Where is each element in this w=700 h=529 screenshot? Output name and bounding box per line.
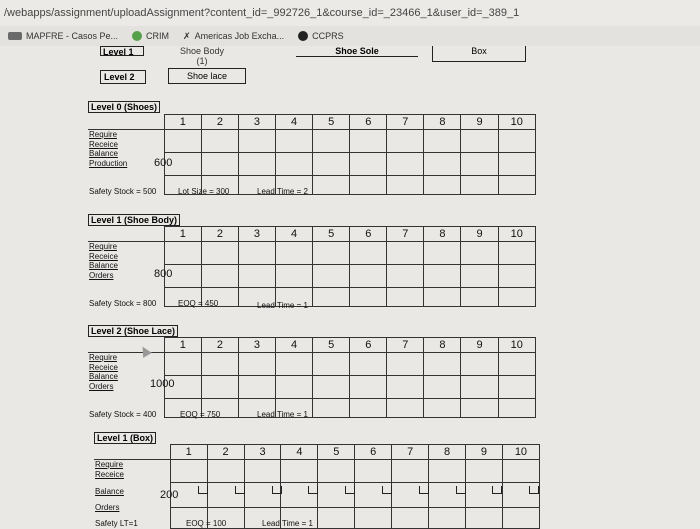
americas-job-icon: ✗	[183, 30, 191, 41]
period-header: 6	[350, 115, 387, 130]
lead-time-box: Lead Time = 1	[262, 519, 313, 528]
eoq-shoe-body: EOQ = 450	[178, 299, 219, 308]
grid-cell	[201, 241, 238, 264]
period-header: 10	[502, 445, 539, 460]
section-title-shoes: Level 0 (Shoes)	[88, 101, 160, 113]
safety-lt-box: Safety LT=1	[95, 519, 138, 528]
row-labels-box: Require Receice Balance Orders	[95, 460, 124, 512]
grid-cell	[387, 241, 424, 264]
period-header: 5	[313, 338, 350, 353]
grid-cell	[498, 398, 535, 417]
grid-cell	[313, 264, 350, 287]
grid-cell	[498, 375, 535, 398]
grid-cell	[350, 398, 387, 417]
lot-size-shoes: Lot Size = 300	[178, 187, 230, 196]
grid-cell	[313, 375, 350, 398]
grid-cell	[238, 264, 275, 287]
period-header: 10	[498, 227, 535, 242]
box-label: Box	[432, 46, 526, 62]
grid-cell	[498, 175, 535, 194]
grid-cell	[429, 459, 466, 482]
period-header: 4	[276, 227, 313, 242]
grid-cell	[350, 152, 387, 175]
balance-value-shoe-lace: 1000	[150, 378, 175, 390]
grid-cell	[350, 287, 387, 306]
period-header: 7	[387, 227, 424, 242]
shoe-sole-label: Shoe Sole	[296, 46, 418, 57]
url-text: /webapps/assignment/uploadAssignment?content_id=_992726_1&course_id=_23466_1&user_id=_389_1	[4, 7, 520, 19]
grid-cell	[424, 152, 461, 175]
order-mark	[198, 486, 208, 494]
grid-cell	[498, 287, 535, 306]
grid-cell	[424, 352, 461, 375]
eoq-box: EOQ = 100	[186, 519, 227, 528]
grid-cell	[387, 175, 424, 194]
grid-cell	[238, 129, 275, 152]
period-header: 3	[238, 115, 275, 130]
mrp-grid-shoes	[88, 114, 536, 195]
grid-cell	[281, 459, 318, 482]
period-header: 3	[238, 338, 275, 353]
grid-cell	[502, 459, 539, 482]
grid-cell	[461, 241, 498, 264]
grid-cell	[313, 129, 350, 152]
balance-value-shoe-body: 800	[154, 268, 173, 280]
period-header: 9	[461, 227, 498, 242]
grid-cell	[238, 375, 275, 398]
mrp-grid-shoe-body	[88, 226, 536, 307]
period-header: 5	[313, 227, 350, 242]
grid-cell	[498, 352, 535, 375]
grid-cell	[498, 264, 535, 287]
grid-cell	[461, 264, 498, 287]
grid-cell	[201, 152, 238, 175]
grid-cell	[424, 264, 461, 287]
period-header: 7	[387, 338, 424, 353]
mapfre-icon	[8, 32, 22, 40]
safety-stock-shoe-body: Safety Stock = 800	[89, 299, 157, 308]
period-header-spacer	[88, 115, 164, 130]
grid-cell	[387, 152, 424, 175]
eoq-shoe-lace: EOQ = 750	[180, 410, 221, 419]
order-mark	[529, 486, 539, 494]
row-labels-shoes: Require Receice Balance Production	[89, 130, 128, 168]
grid-cell	[164, 241, 201, 264]
bookmark-crim[interactable]: CRIM	[132, 31, 169, 41]
grid-cell	[313, 352, 350, 375]
balance-value-box: 200	[160, 489, 179, 501]
grid-cell	[502, 507, 539, 528]
period-header: 2	[201, 115, 238, 130]
lead-time-shoe-lace: Lead Time = 1	[257, 410, 308, 419]
level2-label: Level 2	[100, 70, 146, 84]
lead-time-shoe-body: Lead Time = 1	[257, 301, 308, 310]
bookmarks-bar	[0, 26, 700, 46]
period-header: 8	[424, 227, 461, 242]
period-header: 5	[313, 115, 350, 130]
period-header: 1	[164, 227, 201, 242]
grid-cell	[355, 459, 392, 482]
period-header: 2	[201, 227, 238, 242]
grid-cell	[424, 375, 461, 398]
grid-cell	[355, 507, 392, 528]
grid-cell	[424, 175, 461, 194]
order-mark	[419, 486, 429, 494]
grid-cell	[164, 129, 201, 152]
grid-cell	[238, 152, 275, 175]
period-header-spacer	[94, 445, 170, 460]
grid-cell	[387, 264, 424, 287]
grid-cell	[498, 241, 535, 264]
grid-cell	[313, 152, 350, 175]
grid-cell	[387, 129, 424, 152]
grid-cell	[387, 398, 424, 417]
grid-cell	[313, 241, 350, 264]
shoe-lace-label: Shoe lace	[168, 68, 246, 84]
grid-cell	[313, 287, 350, 306]
order-mark	[492, 486, 502, 494]
grid-cell	[318, 507, 355, 528]
order-mark	[272, 486, 282, 494]
order-mark	[382, 486, 392, 494]
grid-cell	[244, 459, 281, 482]
grid-cell	[461, 152, 498, 175]
address-bar[interactable]	[0, 0, 700, 26]
order-mark	[235, 486, 245, 494]
shoe-body-label: Shoe Body (1)	[180, 46, 225, 66]
grid-cell	[201, 129, 238, 152]
period-header: 2	[207, 445, 244, 460]
period-header: 9	[461, 338, 498, 353]
period-header: 4	[276, 115, 313, 130]
row-labels-shoe-body: Require Receice Balance Orders	[89, 242, 118, 280]
grid-cell	[350, 175, 387, 194]
grid-cell	[201, 352, 238, 375]
grid-cell	[465, 507, 502, 528]
order-mark	[456, 486, 466, 494]
period-header: 8	[424, 115, 461, 130]
period-header: 4	[281, 445, 318, 460]
period-header: 1	[164, 338, 201, 353]
level1-label: Level 1	[100, 46, 144, 56]
period-header: 9	[461, 115, 498, 130]
grid-cell	[424, 287, 461, 306]
grid-cell	[424, 241, 461, 264]
grid-cell	[201, 375, 238, 398]
grid-cell	[392, 507, 429, 528]
period-header: 10	[498, 115, 535, 130]
order-mark	[308, 486, 318, 494]
period-header: 5	[318, 445, 355, 460]
grid-cell	[238, 241, 275, 264]
grid-cell	[424, 398, 461, 417]
grid-cell	[350, 352, 387, 375]
period-header: 2	[201, 338, 238, 353]
grid-cell	[276, 264, 313, 287]
lead-time-shoes: Lead Time = 2	[257, 187, 308, 196]
bookmark-mapfre[interactable]: MAPFRE - Casos Pe...	[8, 31, 118, 41]
ccprs-icon	[298, 31, 308, 41]
period-header: 9	[465, 445, 502, 460]
balance-value-shoes: 600	[154, 157, 173, 169]
grid-cell	[387, 375, 424, 398]
grid-cell	[276, 352, 313, 375]
period-header: 7	[392, 445, 429, 460]
period-header: 8	[429, 445, 466, 460]
grid-cell	[350, 375, 387, 398]
period-header: 6	[350, 338, 387, 353]
grid-cell	[387, 352, 424, 375]
grid-cell	[461, 398, 498, 417]
grid-cell	[461, 352, 498, 375]
grid-cell	[276, 152, 313, 175]
grid-cell	[350, 241, 387, 264]
grid-cell	[498, 152, 535, 175]
order-mark	[345, 486, 355, 494]
period-header: 3	[238, 227, 275, 242]
bookmark-ccprs[interactable]: CCPRS	[298, 31, 344, 41]
grid-cell	[350, 264, 387, 287]
grid-cell	[170, 459, 207, 482]
section-title-shoe-lace: Level 2 (Shoe Lace)	[88, 325, 178, 337]
grid-cell	[461, 175, 498, 194]
grid-cell	[276, 129, 313, 152]
crim-icon	[132, 31, 142, 41]
safety-stock-shoe-lace: Safety Stock = 400	[89, 410, 157, 419]
grid-cell	[461, 287, 498, 306]
grid-cell	[313, 398, 350, 417]
period-header: 10	[498, 338, 535, 353]
grid-cell	[465, 459, 502, 482]
grid-cell	[461, 375, 498, 398]
grid-cell	[318, 459, 355, 482]
period-header: 1	[164, 115, 201, 130]
grid-cell	[461, 129, 498, 152]
period-header: 7	[387, 115, 424, 130]
period-header: 6	[355, 445, 392, 460]
period-header-spacer	[88, 227, 164, 242]
grid-cell	[207, 459, 244, 482]
grid-cell	[392, 459, 429, 482]
grid-cell	[498, 129, 535, 152]
period-header: 6	[350, 227, 387, 242]
grid-cell	[238, 352, 275, 375]
grid-cell	[164, 352, 201, 375]
period-header-spacer	[88, 338, 164, 353]
grid-cell	[387, 287, 424, 306]
grid-cell	[424, 129, 461, 152]
grid-cell	[201, 264, 238, 287]
grid-cell	[350, 129, 387, 152]
safety-stock-shoes: Safety Stock = 500	[89, 187, 157, 196]
grid-cell	[276, 241, 313, 264]
section-title-box: Level 1 (Box)	[94, 432, 156, 444]
bookmark-americas-job[interactable]: ✗ Americas Job Excha...	[183, 30, 285, 41]
section-title-shoe-body: Level 1 (Shoe Body)	[88, 214, 180, 226]
period-header: 1	[170, 445, 207, 460]
row-labels-shoe-lace: Require Receice Balance Orders	[89, 353, 118, 391]
period-header: 8	[424, 338, 461, 353]
period-header: 3	[244, 445, 281, 460]
grid-cell	[276, 375, 313, 398]
grid-cell	[429, 507, 466, 528]
period-header: 4	[276, 338, 313, 353]
grid-cell	[313, 175, 350, 194]
